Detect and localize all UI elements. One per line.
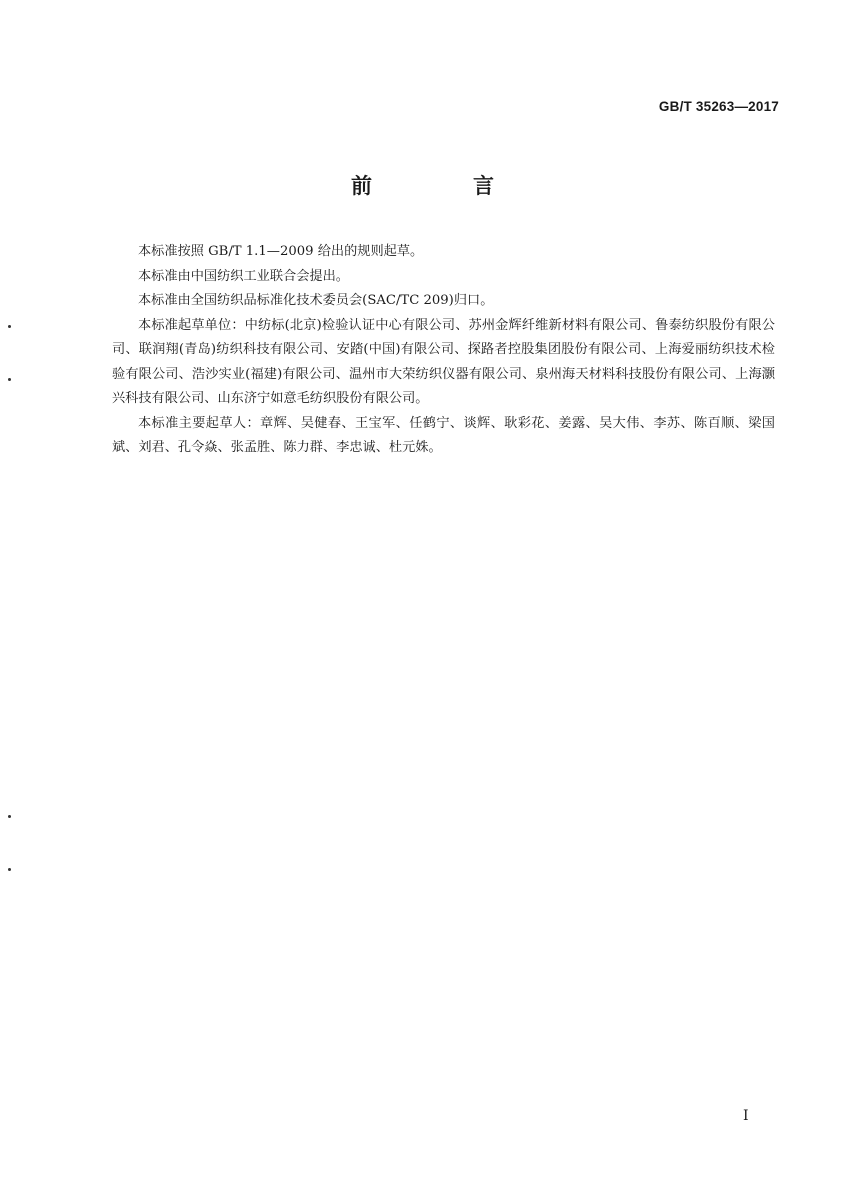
foreword-body	[112, 240, 775, 461]
paragraph-main-drafters: 本标准主要起草人：章辉、吴健春、王宝军、任鹤宁、谈辉、耿彩花、姜露、吴大伟、李苏、陈百顺、梁国斌、刘君、孔令焱、张孟胜、陈力群、李忠诚、杜元姝。	[112, 415, 775, 455]
page-number: I	[743, 1108, 749, 1124]
scan-mark	[8, 325, 11, 328]
paragraph-drafting-units: 本标准起草单位：中纺标(北京)检验认证中心有限公司、苏州金辉纤维新材料有限公司、鲁泰纺织股份有限公司、联润翔(青岛)纺织科技有限公司、安踏(中国)有限公司、探路者控股集团股份有限公司、上海爱丽纺织技术检验有限公司、浩沙实业(福建)有限公司、温州市大荣纺织仪器有限公司、泉州海天材料科技股份有限公司、上海灏兴科技有限公司、山东济宁如意毛纺织股份有限公司。	[112, 317, 775, 406]
paragraph-centralized-unit: 本标准由全国纺织品标准化技术委员会(SAC/TC 209)归口。	[138, 293, 494, 308]
scan-mark	[8, 815, 11, 818]
scan-mark	[8, 868, 11, 871]
paragraph-drafting-rules: 本标准按照 GB/T 1.1—2009 给出的规则起草。	[138, 244, 424, 259]
paragraph-proposer: 本标准由中国纺织工业联合会提出。	[138, 268, 349, 284]
page-title: 前 言	[351, 174, 534, 198]
standard-code: GB/T 35263—2017	[658, 99, 779, 114]
scan-mark	[8, 378, 11, 381]
